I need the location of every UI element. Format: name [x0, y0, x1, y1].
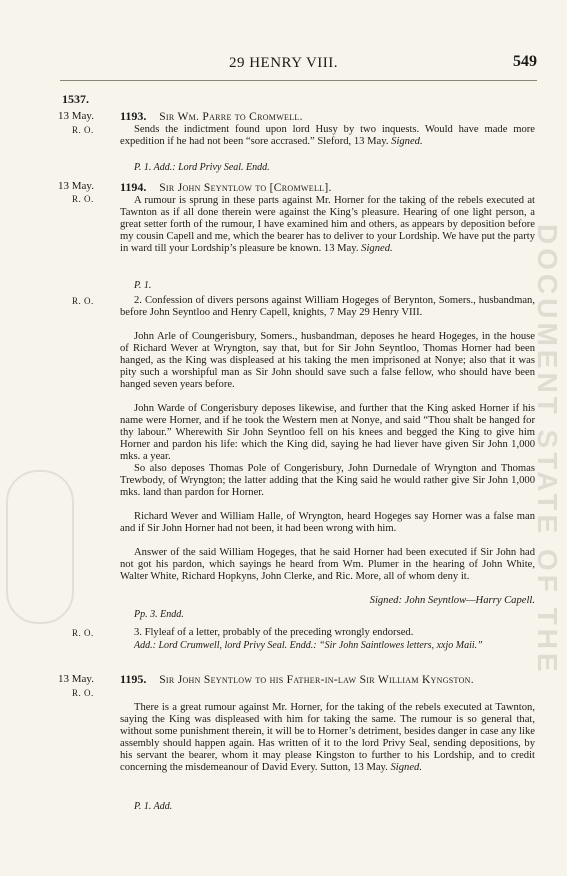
entry-note: P. 1. Add.: [134, 801, 173, 812]
answer-hogeges: Answer of the said William Hogeges, that he said Horner had been executed if Sir John had not got his pardon, which sayings he heard from Wm. Plumer in the hearing of John White, Walter White, Richard Hopkyns, John Clerke, and Ric. More, all of whom deny it.: [120, 547, 535, 583]
entry-note: P. 1. Add.: Lord Privy Seal. Endd.: [134, 162, 270, 173]
entry-body: A rumour is sprung in these parts against Mr. Horner for the taking of the rebels executed at Tawnton as if all done therein were against the King’s pleasure. Hearing of one light person, a great setter forth of the rumour, I have examined him and others, as appears by deposition before my cousin Capell and me, which the bearer has to deliver to your Lordship. We have put the party in ward till your Lordship’s pleasure be known. 13 May. Signed.: [120, 195, 535, 255]
entry-number: 1193.: [120, 109, 147, 123]
entry-number: 1195.: [120, 672, 147, 686]
entry-date: 13 May.: [58, 110, 94, 122]
entry-note: Add.: Lord Crumwell, lord Privy Seal. Endd.: “Sir John Saintlowes letters, xxjo Maii.”: [134, 640, 483, 651]
entry-note: P. 1.: [134, 280, 152, 291]
entry-date: 13 May.: [58, 673, 94, 685]
entry-title: Sir Wm. Parre to Cromwell.: [159, 111, 303, 123]
entry-title: Sir John Seyntlow to his Father-in-law Sir William Kyngston.: [159, 674, 474, 686]
confession-intro: 2. Confession of divers persons against William Hogeges of Berynton, Somers., husbandman, before John Seyntloo and Henry Capell, knights, 7 May 29 Henry VIII.: [120, 295, 535, 319]
entry-body: There is a great rumour against Mr. Horner, for the taking of the rebels executed at Tawnton, saying the King was displeased with him for taking the same. The rumour is so general that, without some punishment therein, it will be to Horner’s detriment, besides danger in case any like assembly should happen again. Has written of it to the lord Privy Seal, sending depositions, by his servant the bearer, whom it may please Kingston to further to his Lordship, and to credit concerning the misdemeanour of David Every. Sutton, 13 May. Signed.: [120, 702, 535, 774]
running-header: 29 HENRY VIII.: [228, 55, 339, 71]
confession-signatures: Signed: John Seyntlow—Harry Capell.: [369, 595, 535, 606]
entry-number: 1194.: [120, 180, 147, 194]
header-rule: [60, 80, 537, 81]
deposition-pole: So also deposes Thomas Pole of Congerisbury, John Durnedale of Wryngton and Thomas Trewbody, of Wryngton; the latter adding that the King said he would rather give Sir John 1,000 mks. land than pardon for Horner.: [120, 463, 535, 499]
page-number: 549: [513, 53, 537, 70]
deposition-arle: John Arle of Coungerisbury, Somers., husbandman, deposes he heard Hogeges, in the house of Richard Wever at Wryngton, say that, but for Sir John Seyntloo, Thomas Horner had been hanged, as the King was displeased at his taking the men imprisoned at Nonye; also that it was pity such a worshipful man as Sir John should save such a false fellow, who should have been hanged seven years before.: [120, 331, 535, 391]
entry-source: R. O.: [72, 628, 94, 638]
deposition-wever: Richard Wever and William Halle, of Wryngton, heard Hogeges say Horner was a false man and if Sir John Horner had not been, it had been wrong with him.: [120, 511, 535, 535]
entry-heading: [120, 181, 535, 195]
entry-source: R. O.: [72, 296, 94, 306]
watermark-text: DOCUMENT STATE OF THE: [532, 224, 563, 676]
year-label: 1537.: [62, 92, 89, 106]
entry-source: R. O.: [72, 194, 94, 204]
entry-heading: [120, 673, 535, 687]
entry-source: R. O.: [72, 688, 94, 698]
entry-body: Sends the indictment found upon lord Husy by two inquests. Would have made more expedition if he had not been “sore accrased.” Sleford, 13 May. Signed.: [120, 124, 535, 148]
entry-heading: [120, 110, 535, 124]
deposition-warde: John Warde of Congerisbury deposes likewise, and further that the King asked Horner if his name were Horner, and if he took the Western men at Nonye, and said “Thou shalt be hanged for thy labour.” Wherewith Sir John Seyntloo fell on his knees and begged the King to give him Horner and pardon his life: which the King did, saying he had liever have given Sir John 1,000 mks. a year.: [120, 403, 535, 463]
entry-title: Sir John Seyntlow to [Cromwell].: [159, 182, 332, 194]
watermark-seal: [6, 470, 74, 624]
entry-date: 13 May.: [58, 180, 94, 192]
flyleaf-description: 3. Flyleaf of a letter, probably of the preceding wrongly endorsed.: [134, 627, 414, 638]
entry-source: R. O.: [72, 125, 94, 135]
entry-note: Pp. 3. Endd.: [134, 609, 184, 620]
